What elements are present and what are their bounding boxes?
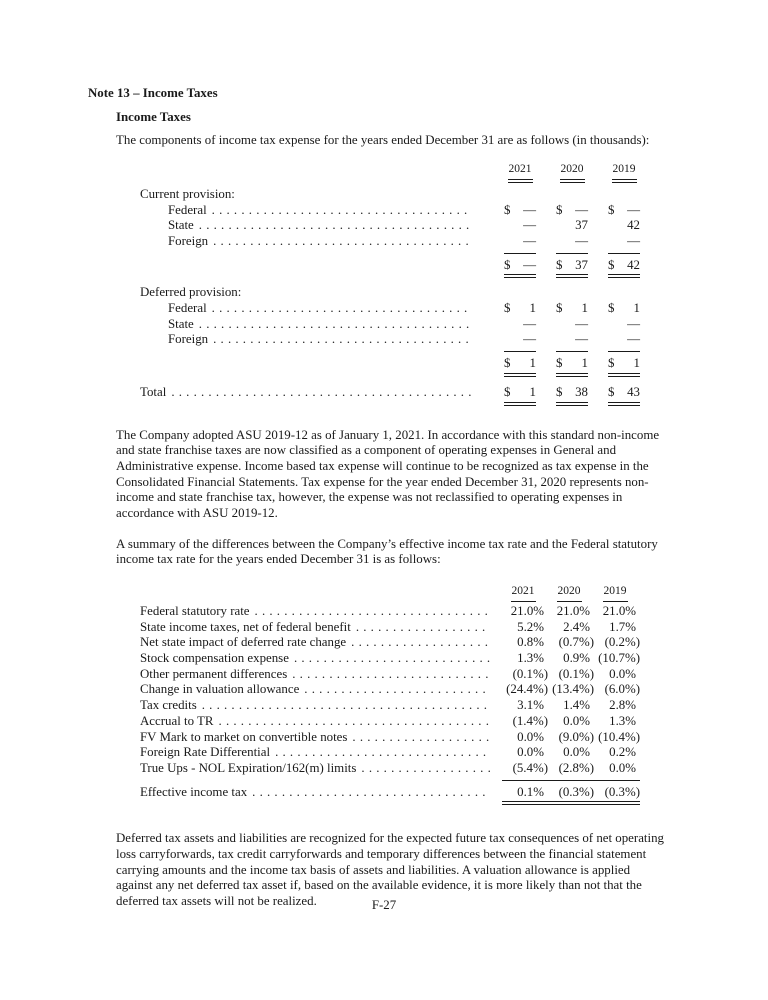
table-row — [140, 203, 640, 219]
table-row — [140, 730, 640, 746]
dot-leader — [212, 203, 472, 219]
cell-value: 1 — [581, 301, 588, 316]
row-label: State income taxes, net of federal benefit — [140, 619, 351, 634]
value-cell-2020: (2.8%) — [548, 761, 594, 781]
row-label: Federal — [168, 202, 207, 217]
currency-symbol: $ — [504, 384, 511, 399]
value-cell-2021: (5.4%) — [502, 761, 548, 781]
value-cell-2019: 21.0% — [602, 603, 636, 618]
value-cell-2021: (1.4%) — [512, 713, 548, 728]
dot-leader — [294, 651, 490, 667]
cell-value: — — [627, 316, 640, 331]
cell-value: 43 — [627, 384, 640, 399]
value-cell-2020 — [556, 332, 588, 352]
table-row — [140, 218, 640, 234]
currency-symbol: $ — [504, 257, 511, 272]
cell-value: 42 — [627, 257, 640, 272]
value-cell-2020: 1.4% — [563, 698, 590, 713]
currency-symbol: $ — [608, 356, 615, 371]
table-row — [140, 604, 640, 620]
dot-leader — [213, 332, 472, 348]
cell-value: 37 — [575, 218, 588, 233]
table-row — [140, 651, 640, 667]
row-label: Net state impact of deferred rate change — [140, 635, 347, 650]
row-label: Federal — [168, 301, 207, 316]
value-cell-2019 — [608, 234, 640, 254]
value-cell-2021: 5.2% — [517, 619, 544, 634]
group-header-row — [140, 285, 640, 301]
value-cell-2021 — [504, 218, 536, 234]
subtotal-row — [140, 356, 640, 377]
value-cell-2019: (10.7%) — [598, 650, 640, 665]
total-cell-2019: (0.3%) — [594, 785, 640, 806]
cell-value: — — [523, 257, 536, 272]
value-cell-2020: (0.1%) — [558, 666, 594, 681]
value-cell-2019: (0.2%) — [604, 635, 640, 650]
row-label: Accrual to TR — [140, 713, 214, 728]
dot-leader — [219, 714, 490, 730]
dot-leader — [213, 234, 472, 250]
value-cell-2020: (0.7%) — [558, 635, 594, 650]
value-cell-2019: (6.0%) — [604, 682, 640, 697]
cell-value: 1 — [529, 356, 536, 371]
value-cell-2019: 2.8% — [609, 698, 636, 713]
row-label: True Ups - NOL Expiration/162(m) limits — [140, 760, 357, 775]
value-cell-2019: 1.7% — [609, 619, 636, 634]
table-row — [140, 620, 640, 636]
cell-value: — — [523, 218, 536, 233]
page-number: F-27 — [371, 898, 397, 912]
total-row — [140, 785, 640, 806]
subtotal-cell-2019 — [608, 356, 640, 377]
year-column-2021 — [502, 583, 548, 602]
cell-value: 42 — [627, 218, 640, 233]
year-column-2019 — [608, 161, 640, 183]
currency-symbol: $ — [556, 202, 563, 217]
value-cell-2020: 0.0% — [563, 713, 590, 728]
dot-leader — [304, 682, 490, 698]
currency-symbol: $ — [608, 384, 615, 399]
dot-leader — [275, 745, 490, 761]
cell-value: 38 — [575, 384, 588, 399]
value-cell-2019 — [608, 203, 640, 219]
effective-rate-table — [140, 583, 640, 805]
cell-value: — — [575, 332, 588, 347]
currency-symbol: $ — [504, 202, 511, 217]
cell-value: 1 — [633, 301, 640, 316]
year-column-2019 — [594, 583, 640, 602]
dot-leader — [356, 620, 490, 636]
row-label: Tax credits — [140, 698, 197, 713]
section-title: Income Taxes — [116, 109, 191, 124]
subtotal-cell-2021 — [504, 356, 536, 377]
cell-value: 1 — [529, 301, 536, 316]
currency-symbol: $ — [608, 257, 615, 272]
total-cell-2021 — [504, 385, 536, 406]
value-cell-2021 — [504, 234, 536, 254]
subtotal-cell-2021 — [504, 258, 536, 279]
table-row — [140, 745, 640, 761]
currency-symbol: $ — [504, 356, 511, 371]
value-cell-2020 — [556, 203, 588, 219]
total-cell-2021: 0.1% — [502, 785, 548, 806]
year-header-row — [140, 161, 640, 183]
total-cell-2020 — [556, 385, 588, 406]
year-column-2020 — [556, 161, 588, 183]
value-cell-2021 — [504, 332, 536, 352]
value-cell-2021 — [504, 317, 536, 333]
year-label: 2020 — [557, 584, 582, 602]
dot-leader — [255, 604, 490, 620]
intro-paragraph: The components of income tax expense for the years ended December 31 are as follows (in thousands): — [116, 133, 650, 148]
year-label: 2019 — [603, 584, 628, 602]
total-cell-2019 — [608, 385, 640, 406]
value-cell-2020: 0.0% — [563, 745, 590, 760]
table-row — [140, 714, 640, 730]
row-label: FV Mark to market on convertible notes — [140, 729, 348, 744]
value-cell-2021 — [504, 301, 536, 317]
dot-leader — [351, 635, 490, 651]
value-cell-2020 — [556, 234, 588, 254]
cell-value: — — [575, 316, 588, 331]
currency-symbol: $ — [556, 257, 563, 272]
value-cell-2021: 1.3% — [517, 650, 544, 665]
year-header-row — [140, 583, 640, 602]
group-label: Deferred provision: — [140, 285, 242, 300]
table-row — [140, 234, 640, 254]
value-cell-2019: 0.2% — [609, 745, 636, 760]
dot-leader — [361, 761, 490, 777]
currency-symbol: $ — [556, 301, 563, 316]
value-cell-2019 — [608, 332, 640, 352]
table-row — [140, 761, 640, 781]
value-cell-2021: 0.0% — [517, 729, 544, 744]
row-label: Foreign Rate Differential — [140, 745, 271, 760]
currency-symbol: $ — [556, 384, 563, 399]
cell-value: — — [523, 233, 536, 248]
value-cell-2019: 0.0% — [594, 761, 640, 781]
group-label: Current provision: — [140, 186, 235, 201]
value-cell-2019 — [608, 317, 640, 333]
dot-leader — [212, 301, 472, 317]
year-label: 2021 — [511, 584, 536, 602]
cell-value: — — [627, 233, 640, 248]
year-column-2020 — [548, 583, 594, 602]
table-row — [140, 682, 640, 698]
row-label: Stock compensation expense — [140, 650, 289, 665]
value-cell-2019: (10.4%) — [598, 729, 640, 744]
cell-value: — — [575, 202, 588, 217]
year-label: 2020 — [560, 162, 585, 183]
currency-symbol: $ — [608, 202, 615, 217]
dot-leader — [292, 667, 490, 683]
table-row — [140, 332, 640, 352]
value-cell-2020: (13.4%) — [552, 682, 594, 697]
cell-value: — — [523, 316, 536, 331]
note-title: Note 13 – Income Taxes — [88, 86, 218, 100]
group-header-row — [140, 187, 640, 203]
table-row — [140, 698, 640, 714]
row-label: State — [168, 316, 194, 331]
cell-value: 37 — [575, 257, 588, 272]
cell-value: — — [523, 202, 536, 217]
value-cell-2021: 0.0% — [517, 745, 544, 760]
table-row — [140, 667, 640, 683]
value-cell-2021: 3.1% — [517, 698, 544, 713]
cell-value: 1 — [633, 356, 640, 371]
subtotal-cell-2020 — [556, 258, 588, 279]
row-label: Total — [140, 384, 167, 399]
row-label: Foreign — [168, 332, 209, 347]
dot-leader — [252, 785, 490, 801]
cell-value: 1 — [581, 356, 588, 371]
cell-value: — — [627, 202, 640, 217]
row-label: Other permanent differences — [140, 666, 288, 681]
table-row — [140, 301, 640, 317]
value-cell-2021: (0.1%) — [512, 666, 548, 681]
total-cell-2020: (0.3%) — [548, 785, 594, 806]
cell-value: — — [627, 332, 640, 347]
value-cell-2020: 2.4% — [563, 619, 590, 634]
row-label: State — [168, 218, 194, 233]
row-label: Effective income tax — [140, 784, 248, 799]
year-label: 2021 — [508, 162, 533, 183]
income-tax-expense-table — [140, 161, 640, 405]
row-label: Change in valuation allowance — [140, 682, 300, 697]
table-row — [140, 317, 640, 333]
value-cell-2019: 1.3% — [609, 713, 636, 728]
table-row — [140, 635, 640, 651]
subtotal-cell-2019 — [608, 258, 640, 279]
cell-value: 1 — [529, 384, 536, 399]
year-label: 2019 — [612, 162, 637, 183]
value-cell-2021: (24.4%) — [506, 682, 548, 697]
total-row — [140, 385, 640, 406]
dot-leader — [199, 317, 472, 333]
asu-paragraph: The Company adopted ASU 2019-12 as of January 1, 2021. In accordance with this standard non-income and state franchise taxes are now classified as a component of operating expenses in General and Administrative expense. Income based tax expense will continue to be recognized as tax expense in the Consolidated Financial Statements. Tax expense for the year ended December 31, 2020 represents non-income and state franchise tax, however, the expense was not reclassified to operating expenses in accordance with ASU 2019-12. — [116, 427, 660, 521]
deferred-tax-paragraph: Deferred tax assets and liabilities are recognized for the expected future tax consequences of net operating loss carryforwards, tax credit carryforwards and temporary differences between the financial statement carrying amounts and the income tax basis of assets and liabilities. A valuation allowance is applied against any net deferred tax asset if, based on the available evidence, it is more likely than not that the deferred tax assets will not be realized. — [116, 831, 664, 909]
subtotal-row — [140, 258, 640, 279]
year-column-2021 — [504, 161, 536, 183]
value-cell-2019 — [608, 218, 640, 234]
value-cell-2020: (9.0%) — [558, 729, 594, 744]
dot-leader — [352, 730, 490, 746]
value-cell-2020: 0.9% — [563, 650, 590, 665]
cell-value: — — [523, 332, 536, 347]
value-cell-2021: 21.0% — [510, 603, 544, 618]
value-cell-2020: 21.0% — [556, 603, 590, 618]
subtotal-cell-2020 — [556, 356, 588, 377]
cell-value: — — [575, 233, 588, 248]
value-cell-2020 — [556, 218, 588, 234]
value-cell-2020 — [556, 301, 588, 317]
currency-symbol: $ — [608, 301, 615, 316]
dot-leader — [199, 218, 472, 234]
value-cell-2019 — [608, 301, 640, 317]
currency-symbol: $ — [556, 356, 563, 371]
rate-summary-paragraph: A summary of the differences between the Company’s effective income tax rate and the Federal statutory income tax rate for the years ended December 31 is as follows: — [116, 536, 658, 567]
value-cell-2021: 0.8% — [517, 635, 544, 650]
value-cell-2019: 0.0% — [609, 666, 636, 681]
currency-symbol: $ — [504, 301, 511, 316]
row-label: Federal statutory rate — [140, 603, 250, 618]
dot-leader — [202, 698, 490, 714]
value-cell-2021 — [504, 203, 536, 219]
value-cell-2020 — [556, 317, 588, 333]
row-label: Foreign — [168, 233, 209, 248]
dot-leader — [171, 385, 472, 401]
